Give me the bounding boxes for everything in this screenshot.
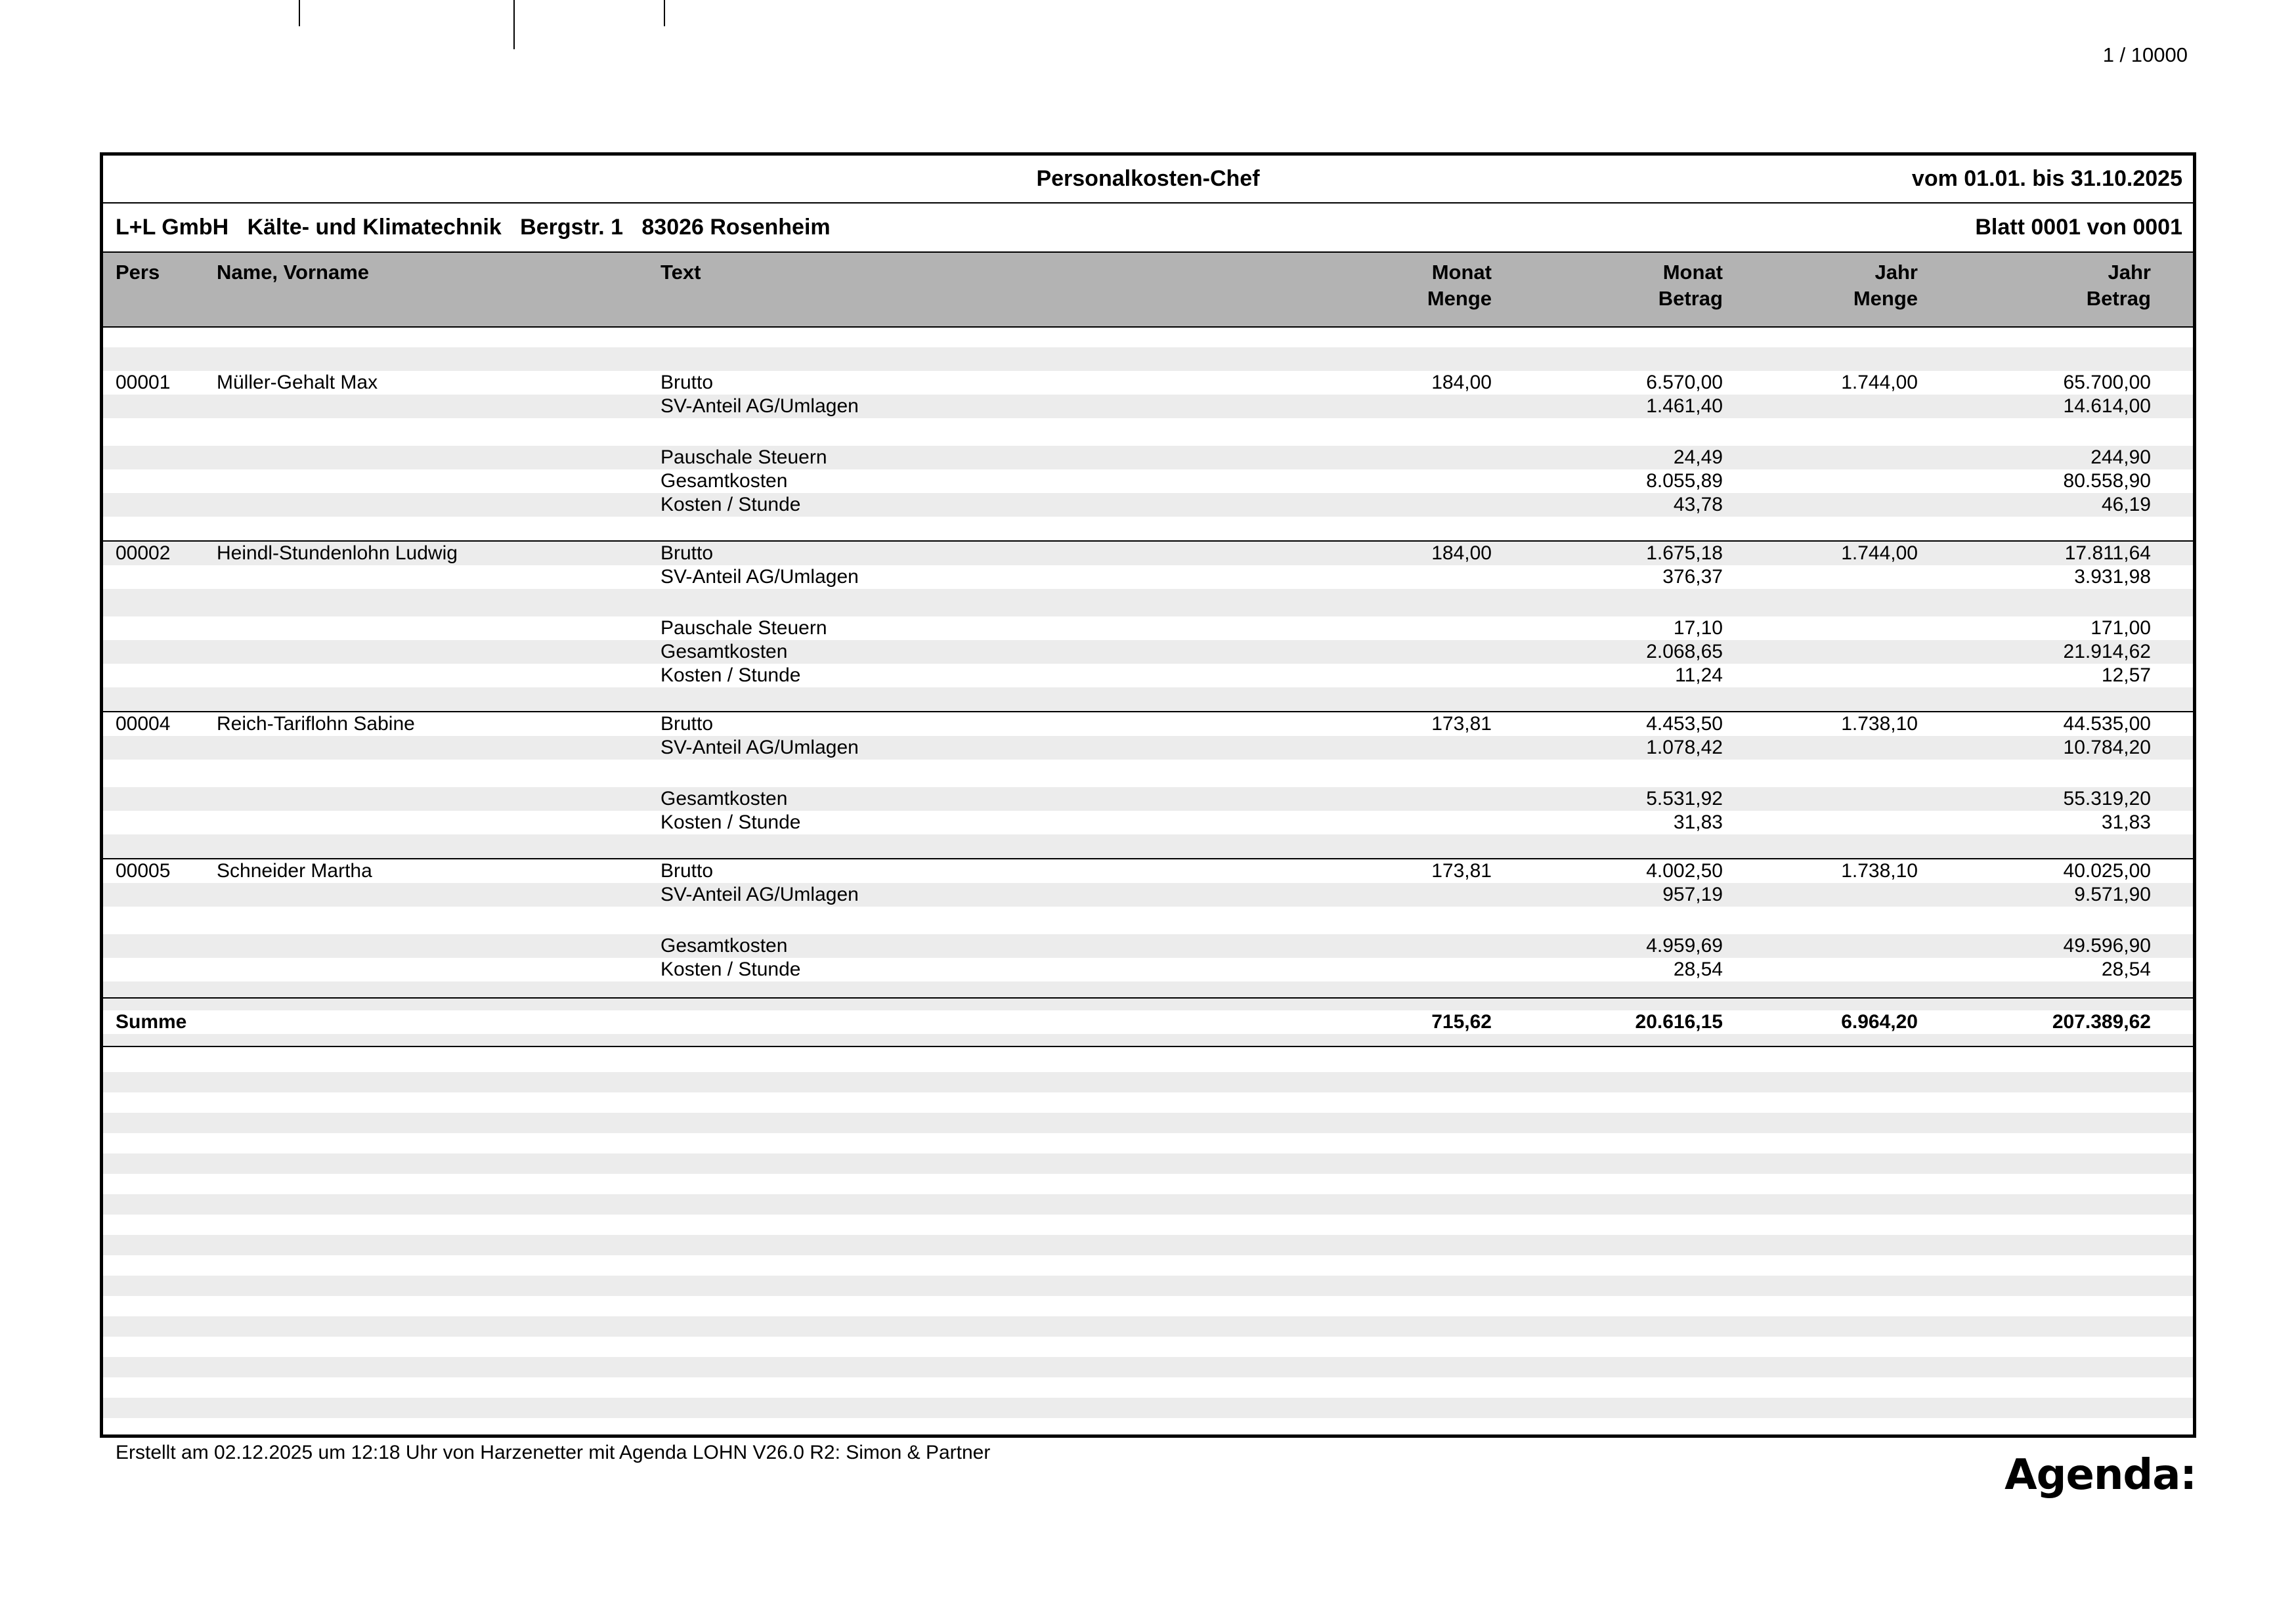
cell-monat-betrag: 4.453,50 <box>1646 713 1723 735</box>
col-header-jahr-2: Jahr <box>2108 261 2151 284</box>
cell-jahr-betrag: 207.389,62 <box>2052 1011 2151 1033</box>
table-row <box>103 934 2193 958</box>
cell-monat-betrag: 376,37 <box>1662 566 1723 588</box>
col-header-jahr-1: Jahr <box>1874 261 1918 284</box>
col-header-betrag-1: Betrag <box>1658 287 1723 310</box>
cell-jahr-betrag: 40.025,00 <box>2063 860 2151 882</box>
table-row <box>103 542 2193 565</box>
cell-text: Brutto <box>661 713 714 735</box>
cell-monat-betrag: 1.078,42 <box>1646 737 1723 758</box>
cell-text: SV-Anteil AG/Umlagen <box>661 737 859 758</box>
cell-jahr-betrag: 55.319,20 <box>2063 788 2151 809</box>
cell-monat-betrag: 31,83 <box>1673 811 1723 833</box>
page-counter: 1 / 10000 <box>2102 43 2188 66</box>
cell-text: Pauschale Steuern <box>661 446 827 468</box>
col-header-pers: Pers <box>116 261 160 284</box>
blank-row <box>103 1337 2193 1357</box>
blank-row <box>103 1034 2193 1046</box>
column-header-band <box>103 253 2193 328</box>
cell-monat-betrag: 5.531,92 <box>1646 788 1723 809</box>
cell-jahr-betrag: 44.535,00 <box>2063 713 2151 735</box>
cell-monat-betrag: 17,10 <box>1673 617 1723 639</box>
report-frame <box>100 152 2196 1438</box>
col-header-menge-1: Menge <box>1427 287 1492 310</box>
company-band <box>103 204 2193 253</box>
table-row <box>103 640 2193 664</box>
cell-text: Gesamtkosten <box>661 935 788 957</box>
cell-monat-betrag: 2.068,65 <box>1646 641 1723 662</box>
col-header-monat-2: Monat <box>1662 261 1723 284</box>
cell-jahr-betrag: 46,19 <box>2101 494 2151 515</box>
title-band <box>103 156 2193 204</box>
cell-name: Müller-Gehalt Max <box>217 372 378 393</box>
table-row <box>103 883 2193 907</box>
table-row <box>103 958 2193 981</box>
table-row <box>103 616 2193 640</box>
table-row <box>103 469 2193 493</box>
cell-text: Kosten / Stunde <box>661 811 801 833</box>
cell-jahr-menge: 1.738,10 <box>1841 860 1918 882</box>
cell-text: Pauschale Steuern <box>661 617 827 639</box>
cell-jahr-menge: 1.744,00 <box>1841 372 1918 393</box>
blank-row <box>103 1398 2193 1418</box>
blank-row <box>103 1194 2193 1215</box>
cell-jahr-betrag: 171,00 <box>2090 617 2151 639</box>
cell-jahr-menge: 6.964,20 <box>1841 1011 1918 1033</box>
blank-row <box>103 1296 2193 1316</box>
table-row <box>103 446 2193 469</box>
table-row <box>103 565 2193 589</box>
cell-monat-betrag: 20.616,15 <box>1635 1011 1723 1033</box>
cell-jahr-betrag: 65.700,00 <box>2063 372 2151 393</box>
blank-row <box>103 589 2193 616</box>
blank-row <box>103 907 2193 934</box>
blank-row <box>103 687 2193 711</box>
table-row <box>103 859 2193 883</box>
sheet-info: Blatt 0001 von 0001 <box>1975 215 2182 240</box>
blank-row <box>103 1174 2193 1194</box>
cell-sum-label: Summe <box>116 1011 187 1033</box>
report-title: Personalkosten-Chef <box>1036 166 1260 191</box>
cell-jahr-betrag: 244,90 <box>2090 446 2151 468</box>
blank-row <box>103 347 2193 371</box>
cell-pers: 00004 <box>116 713 171 735</box>
blank-row <box>103 1113 2193 1133</box>
cell-text: Gesamtkosten <box>661 788 788 809</box>
footer-note: Erstellt am 02.12.2025 um 12:18 Uhr von Harzenetter mit Agenda LOHN V26.0 R2: Simon & Partner <box>116 1442 991 1463</box>
cell-monat-menge: 173,81 <box>1431 713 1492 735</box>
cell-pers: 00005 <box>116 860 171 882</box>
cell-jahr-betrag: 12,57 <box>2101 664 2151 686</box>
blank-row <box>103 999 2193 1010</box>
table-row <box>103 395 2193 418</box>
cell-text: Kosten / Stunde <box>661 959 801 980</box>
table-row <box>103 811 2193 834</box>
cell-name: Schneider Martha <box>217 860 372 882</box>
cell-text: Brutto <box>661 860 714 882</box>
cell-pers: 00002 <box>116 542 171 564</box>
col-header-name: Name, Vorname <box>217 261 370 284</box>
cell-text: SV-Anteil AG/Umlagen <box>661 884 859 905</box>
table-row <box>103 787 2193 811</box>
agenda-logo: Agenda: <box>2004 1451 2196 1499</box>
cell-jahr-betrag: 3.931,98 <box>2074 566 2151 588</box>
table-row <box>103 493 2193 517</box>
cell-monat-menge: 184,00 <box>1431 542 1492 564</box>
cell-monat-menge: 184,00 <box>1431 372 1492 393</box>
blank-row <box>103 1418 2193 1433</box>
blank-row <box>103 1357 2193 1377</box>
blank-row <box>103 981 2193 997</box>
cell-jahr-betrag: 14.614,00 <box>2063 395 2151 417</box>
blank-row <box>103 1215 2193 1235</box>
col-header-betrag-2: Betrag <box>2086 287 2151 310</box>
blank-row <box>103 1092 2193 1113</box>
cell-text: Kosten / Stunde <box>661 494 801 515</box>
blank-row <box>103 1235 2193 1255</box>
cell-monat-betrag: 1.461,40 <box>1646 395 1723 417</box>
cell-text: Brutto <box>661 372 714 393</box>
col-header-text: Text <box>661 261 701 284</box>
blank-row <box>103 1255 2193 1276</box>
cell-jahr-betrag: 9.571,90 <box>2074 884 2151 905</box>
table-row <box>103 371 2193 395</box>
blank-row <box>103 1047 2193 1072</box>
cell-pers: 00001 <box>116 372 171 393</box>
cell-name: Reich-Tariflohn Sabine <box>217 713 415 735</box>
blank-row <box>103 1072 2193 1092</box>
cell-monat-menge: 173,81 <box>1431 860 1492 882</box>
company-line: L+L GmbH Kälte- und Klimatechnik Bergstr. 1 83026 Rosenheim <box>116 215 831 240</box>
cell-text: SV-Anteil AG/Umlagen <box>661 395 859 417</box>
cell-text: Brutto <box>661 542 714 564</box>
cell-monat-betrag: 4.959,69 <box>1646 935 1723 957</box>
cell-monat-betrag: 24,49 <box>1673 446 1723 468</box>
blank-row <box>103 1133 2193 1153</box>
blank-row <box>103 760 2193 787</box>
cell-monat-betrag: 957,19 <box>1662 884 1723 905</box>
blank-row <box>103 517 2193 540</box>
fold-mark <box>299 0 300 26</box>
cell-jahr-betrag: 10.784,20 <box>2063 737 2151 758</box>
report-period: vom 01.01. bis 31.10.2025 <box>1911 166 2182 191</box>
col-header-monat-1: Monat <box>1431 261 1492 284</box>
table-row <box>103 736 2193 760</box>
cell-monat-betrag: 28,54 <box>1673 959 1723 980</box>
cell-jahr-menge: 1.744,00 <box>1841 542 1918 564</box>
blank-row <box>103 834 2193 858</box>
cell-text: SV-Anteil AG/Umlagen <box>661 566 859 588</box>
cell-monat-betrag: 6.570,00 <box>1646 372 1723 393</box>
cell-jahr-betrag: 31,83 <box>2101 811 2151 833</box>
table-row <box>103 712 2193 736</box>
cell-jahr-betrag: 17.811,64 <box>2064 542 2151 564</box>
cell-jahr-betrag: 28,54 <box>2101 959 2151 980</box>
cell-text: Gesamtkosten <box>661 641 788 662</box>
cell-text: Kosten / Stunde <box>661 664 801 686</box>
cell-text: Gesamtkosten <box>661 470 788 492</box>
cell-monat-betrag: 8.055,89 <box>1646 470 1723 492</box>
col-header-menge-2: Menge <box>1853 287 1918 310</box>
blank-row <box>103 1377 2193 1398</box>
table-body <box>103 328 2193 1433</box>
table-row <box>103 664 2193 687</box>
cell-monat-menge: 715,62 <box>1431 1011 1492 1033</box>
cell-monat-betrag: 1.675,18 <box>1646 542 1723 564</box>
blank-row <box>103 328 2193 347</box>
cell-jahr-betrag: 21.914,62 <box>2063 641 2151 662</box>
blank-row <box>103 1276 2193 1296</box>
cell-jahr-betrag: 80.558,90 <box>2063 470 2151 492</box>
cell-jahr-menge: 1.738,10 <box>1841 713 1918 735</box>
fold-mark <box>513 0 515 49</box>
sum-row <box>103 1010 2193 1034</box>
fold-mark <box>664 0 665 26</box>
blank-row <box>103 1316 2193 1337</box>
cell-monat-betrag: 43,78 <box>1673 494 1723 515</box>
blank-row <box>103 1153 2193 1174</box>
cell-jahr-betrag: 49.596,90 <box>2063 935 2151 957</box>
cell-monat-betrag: 4.002,50 <box>1646 860 1723 882</box>
cell-name: Heindl-Stundenlohn Ludwig <box>217 542 458 564</box>
blank-row <box>103 418 2193 446</box>
cell-monat-betrag: 11,24 <box>1675 664 1723 686</box>
